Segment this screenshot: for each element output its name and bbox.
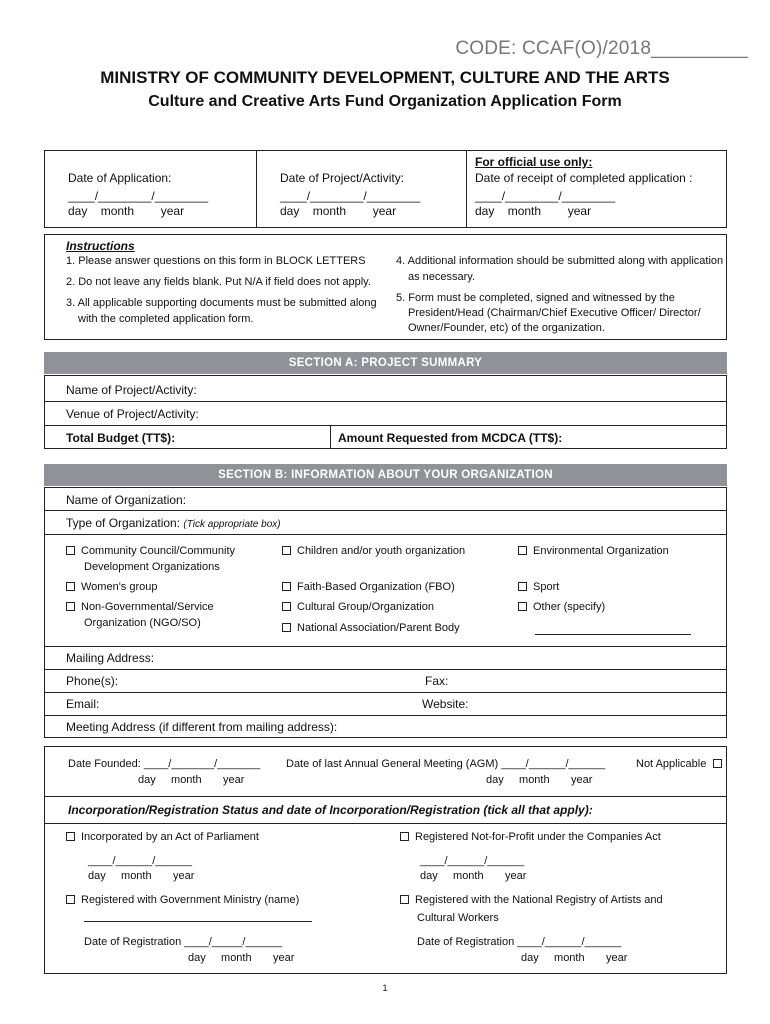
org-name-field[interactable]: Name of Organization: [66,493,187,507]
checkbox-icon[interactable] [66,602,75,611]
dmy-label: day month year [486,774,593,786]
dmy-label: day month year [521,952,628,964]
type-womens-group[interactable]: Women's group [66,581,158,593]
fax-field[interactable]: Fax: [425,674,449,688]
incorporation-heading: Incorporation/Registration Status and date of Incorporation/Registration (tick all that apply): [68,803,593,817]
section-b-heading: SECTION B: INFORMATION ABOUT YOUR ORGANIZATION [44,464,727,486]
ministry-title: MINISTRY OF COMMUNITY DEVELOPMENT, CULTURE AND THE ARTS [100,68,670,87]
incorporated-act-option[interactable]: Incorporated by an Act of Parliament [66,831,259,843]
date-of-application-field[interactable]: ____/________/________ [68,189,209,203]
other-specify-line[interactable] [535,634,691,635]
form-title: Culture and Creative Arts Fund Organization Application Form [148,93,622,110]
instruction-5-cont2: Owner/Founder, etc) of the organization. [408,322,605,334]
type-sport[interactable]: Sport [518,581,559,593]
date-of-project-label: Date of Project/Activity: [280,171,405,185]
not-applicable-option[interactable]: Not Applicable [636,758,722,770]
type-ngo[interactable]: Non-Governmental/Service [66,601,214,613]
checkbox-icon[interactable] [66,895,75,904]
type-cultural-group[interactable]: Cultural Group/Organization [282,601,434,613]
checkbox-icon[interactable] [400,895,409,904]
email-field[interactable]: Email: [66,697,100,711]
checkbox-icon[interactable] [518,546,527,555]
meeting-address-field[interactable]: Meeting Address (if different from mailing address): [66,720,338,734]
checkbox-icon[interactable] [713,759,722,768]
checkbox-icon[interactable] [66,546,75,555]
registered-nfp-option[interactable]: Registered Not-for-Profit under the Companies Act [400,831,661,843]
total-budget-field[interactable]: Total Budget (TT$): [66,431,176,445]
checkbox-icon[interactable] [400,832,409,841]
instruction-5: 5. Form must be completed, signed and witnessed by the [396,292,675,304]
instruction-1: 1. Please answer questions on this form in BLOCK LETTERS [66,255,366,267]
ministry-name-line[interactable] [84,921,312,922]
agm-date-field[interactable]: Date of last Annual General Meeting (AGM) ____/______/______ [286,758,606,770]
dmy-label: day month year [188,952,295,964]
type-national-association[interactable]: National Association/Parent Body [282,622,460,634]
instruction-2: 2. Do not leave any fields blank. Put N/A if field does not apply. [66,276,371,288]
date-of-receipt-field[interactable]: ____/________/________ [475,189,616,203]
checkbox-icon[interactable] [282,602,291,611]
amount-requested-field[interactable]: Amount Requested from MCDCA (TT$): [338,431,563,445]
type-environmental[interactable]: Environmental Organization [518,545,669,557]
dmy-label: day month year [475,204,592,218]
type-children-youth[interactable]: Children and/or youth organization [282,545,465,557]
dmy-label: day month year [420,870,527,882]
checkbox-icon[interactable] [282,546,291,555]
phone-field[interactable]: Phone(s): [66,674,119,688]
instruction-5-cont: President/Head (Chairman/Chief Executive Officer/ Director/ [408,307,701,319]
date-of-receipt-label: Date of receipt of completed application : [475,171,693,185]
section-a-heading: SECTION A: PROJECT SUMMARY [44,352,727,374]
instruction-4: 4. Additional information should be submitted along with application [396,255,724,267]
ministry-registration-date-field[interactable]: Date of Registration ____/_____/______ [84,936,283,948]
registered-national-cont: Cultural Workers [417,912,499,924]
registered-nfp-date-field[interactable]: ____/______/______ [420,855,524,867]
date-of-application-label: Date of Application: [68,171,172,185]
type-ngo-cont: Organization (NGO/SO) [84,617,201,629]
registered-national-option[interactable]: Registered with the National Registry of Artists and [400,894,663,906]
dmy-label: day month year [68,204,185,218]
type-community-council-cont: Development Organizations [84,561,220,573]
date-founded-field[interactable]: Date Founded: ____/_______/_______ [68,758,261,770]
checkbox-icon[interactable] [518,602,527,611]
registered-ministry-option[interactable]: Registered with Government Ministry (name) [66,894,299,906]
checkbox-icon[interactable] [66,582,75,591]
website-field[interactable]: Website: [422,697,469,711]
instruction-4-cont: as necessary. [408,271,476,283]
type-faith-based[interactable]: Faith-Based Organization (FBO) [282,581,455,593]
checkbox-icon[interactable] [282,582,291,591]
national-registration-date-field[interactable]: Date of Registration ____/______/______ [417,936,622,948]
type-community-council[interactable]: Community Council/Community [66,545,235,557]
dmy-label: day month year [88,870,195,882]
checkbox-icon[interactable] [518,582,527,591]
instruction-3: 3. All applicable supporting documents must be submitted along [66,297,377,309]
instructions-heading: Instructions [66,239,135,253]
official-use-label: For official use only: [475,155,593,169]
instruction-3-cont: with the completed application form. [78,313,254,325]
form-code: CODE: CCAF(O)/2018_________ [455,38,748,59]
dmy-label: day month year [138,774,245,786]
org-type-label: Type of Organization: (Tick appropriate box) [66,516,281,530]
type-other[interactable]: Other (specify) [518,601,605,613]
dmy-label: day month year [280,204,397,218]
checkbox-icon[interactable] [282,623,291,632]
project-name-field[interactable]: Name of Project/Activity: [66,383,197,397]
mailing-address-field[interactable]: Mailing Address: [66,651,155,665]
page-number: 1 [382,983,388,993]
date-of-project-field[interactable]: ____/________/________ [280,189,421,203]
project-venue-field[interactable]: Venue of Project/Activity: [66,407,199,421]
incorporated-date-field[interactable]: ____/______/______ [88,855,192,867]
checkbox-icon[interactable] [66,832,75,841]
